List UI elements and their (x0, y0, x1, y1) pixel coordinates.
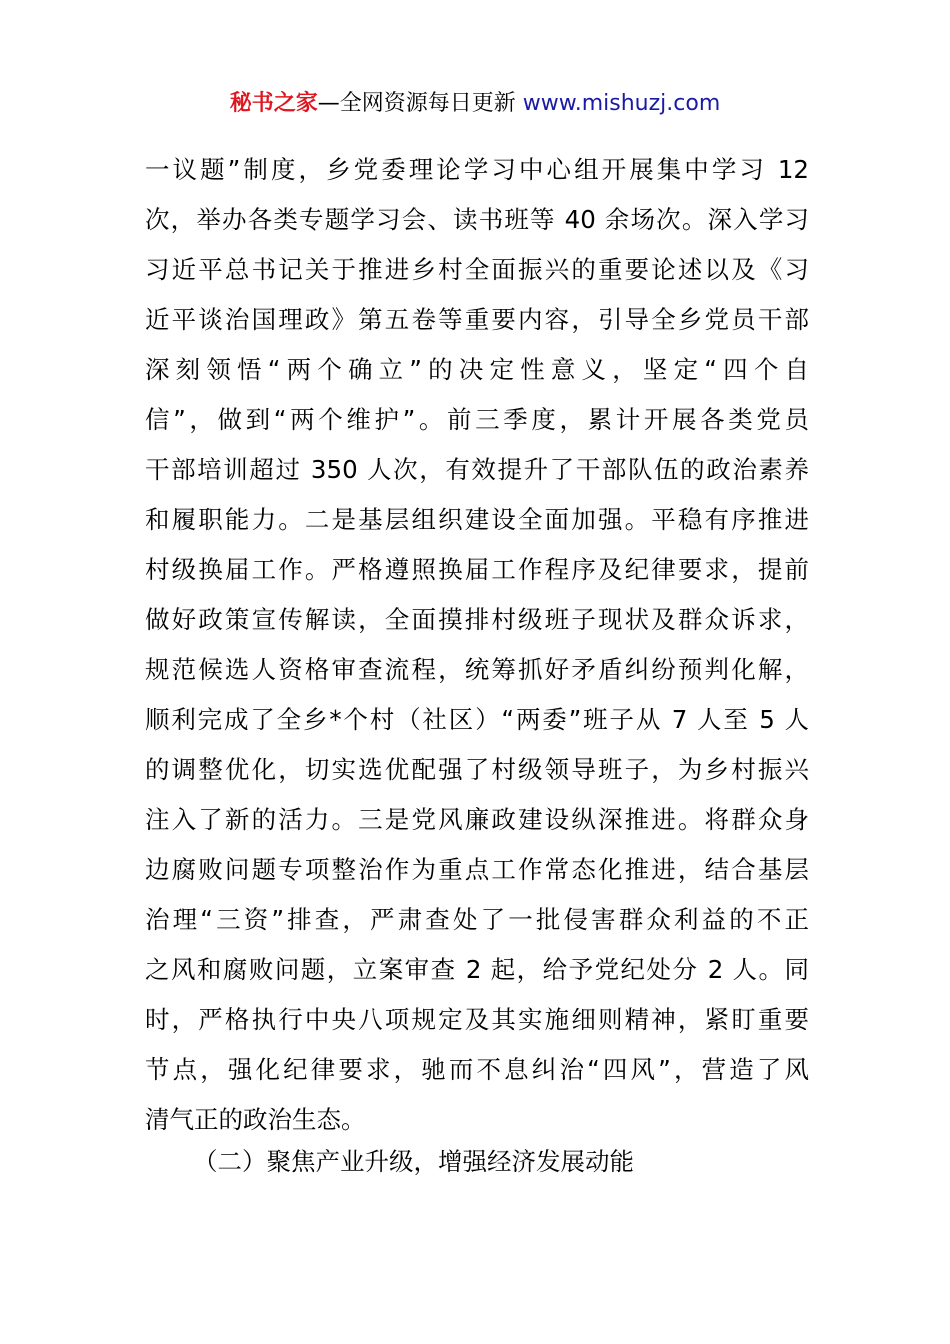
text-line: 次，举办各类专题学习会、读书班等 40 余场次。深入学习 (145, 205, 809, 234)
text-line: 清气正的政治生态。 (145, 1105, 366, 1134)
body-paragraph (145, 145, 809, 1145)
text-line: 干部培训超过 350 人次，有效提升了干部队伍的政治素养 (145, 455, 809, 484)
text-line: 边腐败问题专项整治作为重点工作常态化推进，结合基层 (145, 855, 809, 884)
section-heading: （二）聚焦产业升级，增强经济发展动能 (193, 1147, 634, 1176)
page-header (0, 88, 950, 120)
text-line: 治理“三资”排查，严肃查处了一批侵害群众利益的不正 (145, 905, 809, 934)
text-line: 的调整优化，切实选优配强了村级领导班子，为乡村振兴 (145, 755, 809, 784)
text-line: 规范候选人资格审查流程，统筹抓好矛盾纠纷预判化解， (145, 655, 809, 684)
text-line: 做好政策宣传解读，全面摸排村级班子现状及群众诉求， (145, 605, 809, 634)
text-line: 和履职能力。二是基层组织建设全面加强。平稳有序推进 (145, 505, 809, 534)
text-line: 深刻领悟“两个确立”的决定性意义，坚定“四个自 (145, 355, 809, 384)
text-line: 顺利完成了全乡*个村（社区）“两委”班子从 7 人至 5 人 (145, 705, 809, 734)
text-line: 节点，强化纪律要求，驰而不息纠治“四风”，营造了风 (145, 1055, 809, 1084)
header-site-url[interactable]: www.mishuzj.com (522, 91, 721, 116)
text-line: 一议题”制度，乡党委理论学习中心组开展集中学习 12 (145, 155, 809, 184)
text-line: 时，严格执行中央八项规定及其实施细则精神，紧盯重要 (145, 1005, 809, 1034)
text-line: 村级换届工作。严格遵照换届工作程序及纪律要求，提前 (145, 555, 809, 584)
text-line: 近平谈治国理政》第五卷等重要内容，引导全乡党员干部 (145, 305, 809, 334)
text-line: 注入了新的活力。三是党风廉政建设纵深推进。将群众身 (145, 805, 809, 834)
header-brand: 秘书之家 (229, 91, 318, 116)
header-tagline: —全网资源每日更新 (317, 91, 523, 116)
text-line: 习近平总书记关于推进乡村全面振兴的重要论述以及《习 (145, 255, 809, 284)
text-line: 之风和腐败问题，立案审查 2 起，给予党纪处分 2 人。同 (145, 955, 809, 984)
text-line: 信”，做到“两个维护”。前三季度，累计开展各类党员 (145, 405, 809, 434)
